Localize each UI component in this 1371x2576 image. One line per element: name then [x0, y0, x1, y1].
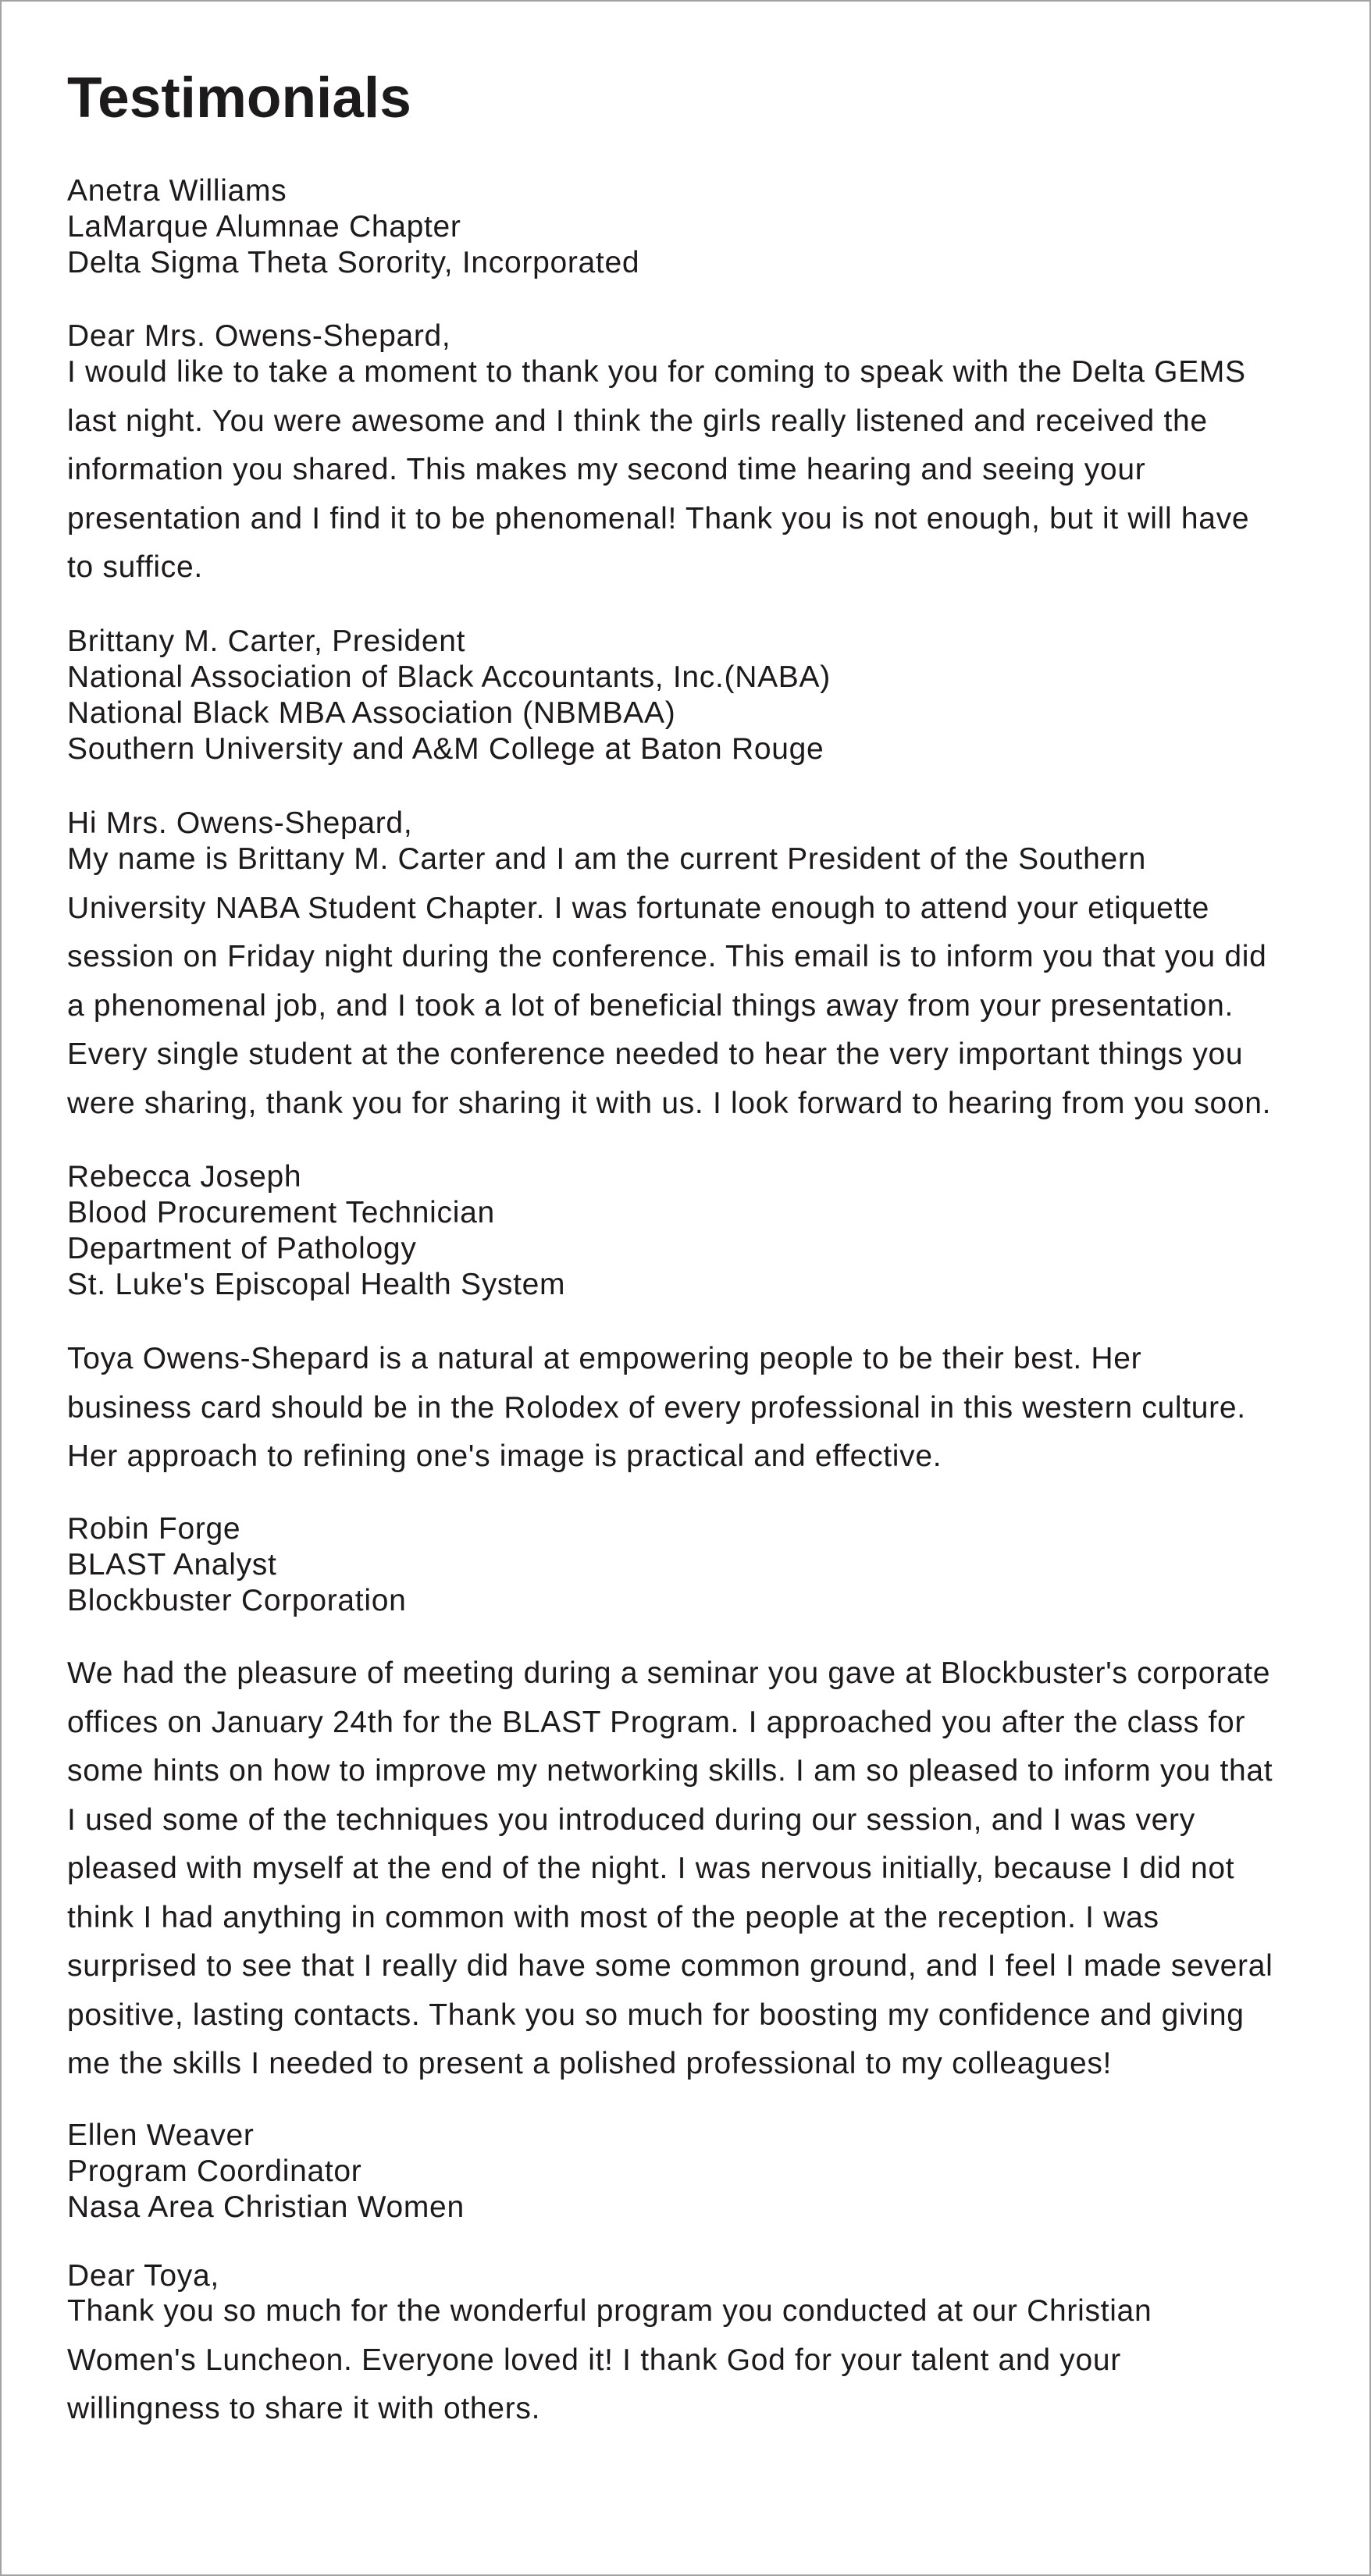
author-name: Brittany M. Carter, President: [67, 624, 466, 658]
body-line: were sharing, thank you for sharing it with us. I look forward to hearing from you soon.: [67, 1086, 1272, 1120]
body-line: think I had anything in common with most of the people at the reception. I was: [67, 1900, 1159, 1934]
body-line: Her approach to refining one's image is practical and effective.: [67, 1439, 942, 1473]
author-organization: Blockbuster Corporation: [67, 1584, 407, 1617]
body-line: business card should be in the Rolodex of every professional in this western culture.: [67, 1390, 1246, 1425]
author-name: Rebecca Joseph: [67, 1160, 302, 1194]
body-line: information you shared. This makes my second time hearing and seeing your: [67, 453, 1146, 486]
author-organization: Nasa Area Christian Women: [67, 2190, 465, 2224]
body-line: willingness to share it with others.: [67, 2392, 541, 2425]
testimonial-4-author: [67, 1511, 406, 1619]
body-line: a phenomenal job, and I took a lot of beneficial things away from your presentation.: [67, 988, 1234, 1023]
body-line: session on Friday night during the conference. This email is to inform you that you did: [67, 940, 1267, 973]
testimonial-3-author: [67, 1159, 565, 1303]
salutation-text: Dear Mrs. Owens-Shepard,: [67, 319, 451, 353]
body-line: Toya Owens-Shepard is a natural at empowering people to be their best. Her: [67, 1342, 1142, 1375]
body-line: I used some of the techniques you introduced during our session, and I was very: [67, 1802, 1195, 1837]
body-line: Thank you so much for the wonderful program you conducted at our Christian: [67, 2294, 1152, 2328]
body-line: to suffice.: [67, 550, 203, 584]
body-line: positive, lasting contacts. Thank you so much for boosting my confidence and giving: [67, 1998, 1245, 2032]
testimonial-1-author: [67, 173, 639, 281]
author-name: Anetra Williams: [67, 174, 287, 208]
body-line: Every single student at the conference needed to hear the very important things you: [67, 1037, 1244, 1071]
author-name: Robin Forge: [67, 1512, 241, 1546]
testimonial-5-body: [67, 2287, 1152, 2434]
author-organization: St. Luke's Episcopal Health System: [67, 1268, 566, 1301]
body-line: offices on January 24th for the BLAST Program. I approached you after the class for: [67, 1705, 1246, 1739]
body-line: We had the pleasure of meeting during a seminar you gave at Blockbuster's corporate: [67, 1656, 1271, 1690]
testimonial-2-body: [67, 835, 1271, 1128]
body-line: Women's Luncheon. Everyone loved it! I thank God for your talent and your: [67, 2343, 1121, 2377]
body-line: presentation and I find it to be phenomenal! Thank you is not enough, but it will have: [67, 501, 1250, 535]
body-line: My name is Brittany M. Carter and I am the current President of the Southern: [67, 842, 1146, 876]
author-title: Program Coordinator: [67, 2154, 362, 2188]
testimonial-5-author: [67, 2118, 465, 2226]
testimonial-4-body: [67, 1649, 1273, 2089]
testimonial-3-body: [67, 1335, 1246, 1482]
author-affiliation: National Association of Black Accountants, Inc.(NABA): [67, 660, 831, 694]
body-line: I would like to take a moment to thank you for coming to speak with the Delta GEMS: [67, 355, 1246, 389]
page-title: Testimonials: [67, 66, 411, 130]
body-line: last night. You were awesome and I think the girls really listened and received the: [67, 404, 1208, 438]
body-line: pleased with myself at the end of the night. I was nervous initially, because I did not: [67, 1852, 1235, 1885]
body-line: surprised to see that I really did have some common ground, and I feel I made several: [67, 1949, 1273, 1983]
salutation-text: Hi Mrs. Owens-Shepard,: [67, 806, 413, 840]
author-affiliation: National Black MBA Association (NBMBAA): [67, 696, 676, 730]
body-line: me the skills I needed to present a polished professional to my colleagues!: [67, 2047, 1113, 2080]
author-name: Ellen Weaver: [67, 2119, 255, 2152]
salutation-text: Dear Toya,: [67, 2259, 219, 2293]
author-organization: Southern University and A&M College at Baton Rouge: [67, 732, 824, 766]
body-line: University NABA Student Chapter. I was fortunate enough to attend your etiquette: [67, 891, 1210, 925]
testimonial-2-author: [67, 624, 831, 767]
author-title: BLAST Analyst: [67, 1548, 277, 1582]
author-organization: Delta Sigma Theta Sorority, Incorporated: [67, 246, 640, 279]
author-department: Department of Pathology: [67, 1232, 417, 1265]
body-line: some hints on how to improve my networking skills. I am so pleased to inform you that: [67, 1754, 1273, 1788]
author-affiliation: LaMarque Alumnae Chapter: [67, 210, 461, 244]
author-title: Blood Procurement Technician: [67, 1196, 495, 1229]
testimonial-1-body: [67, 348, 1249, 592]
